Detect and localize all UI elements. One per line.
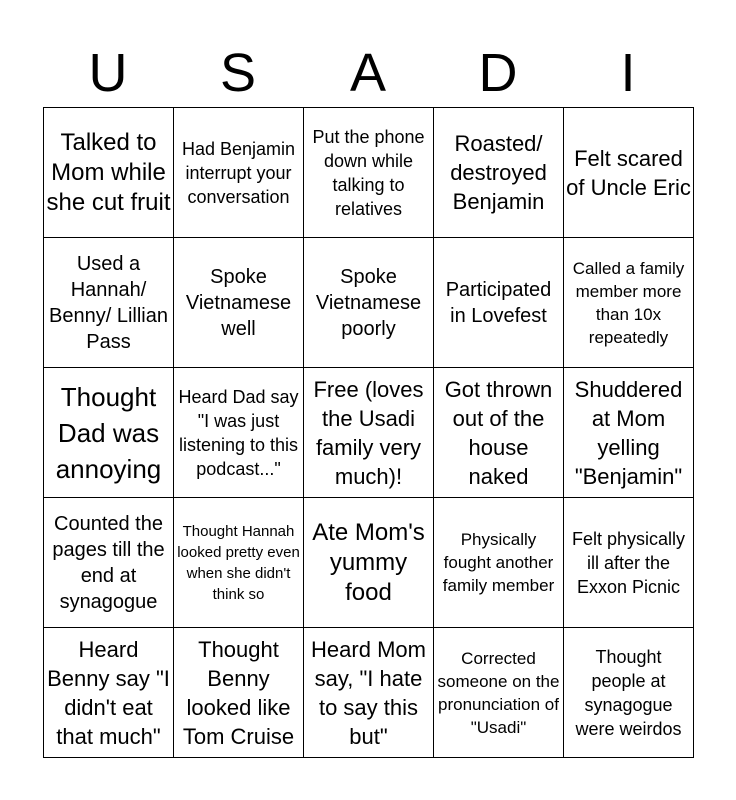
bingo-cell[interactable]: Counted the pages till the end at synagogue	[44, 498, 174, 628]
bingo-cell[interactable]: Put the phone down while talking to relatives	[304, 108, 434, 238]
bingo-cell[interactable]: Physically fought another family member	[434, 498, 564, 628]
bingo-header	[43, 40, 693, 106]
bingo-cell[interactable]: Corrected someone on the pronunciation of "Usadi"	[434, 628, 564, 758]
bingo-row	[44, 368, 694, 498]
bingo-cell free-space[interactable]: Free (loves the Usadi family very much)!	[304, 368, 434, 498]
bingo-cell[interactable]: Heard Dad say "I was just listening to this podcast..."	[174, 368, 304, 498]
bingo-cell[interactable]: Roasted/ destroyed Benjamin	[434, 108, 564, 238]
bingo-cell[interactable]: Ate Mom's yummy food	[304, 498, 434, 628]
bingo-cell[interactable]: Participated in Lovefest	[434, 238, 564, 368]
bingo-row	[44, 628, 694, 758]
bingo-cell[interactable]: Talked to Mom while she cut fruit	[44, 108, 174, 238]
bingo-cell[interactable]: Spoke Vietnamese poorly	[304, 238, 434, 368]
bingo-row	[44, 498, 694, 628]
header-letter-i: I	[620, 43, 636, 103]
bingo-cell[interactable]: Used a Hannah/ Benny/ Lillian Pass	[44, 238, 174, 368]
header-letter-d: D	[478, 43, 518, 103]
bingo-row	[44, 108, 694, 238]
bingo-grid	[43, 107, 694, 758]
header-letter-a: A	[349, 43, 387, 103]
bingo-cell[interactable]: Felt scared of Uncle Eric	[564, 108, 694, 238]
bingo-cell[interactable]: Called a family member more than 10x repeatedly	[564, 238, 694, 368]
bingo-cell[interactable]: Felt physically ill after the Exxon Picnic	[564, 498, 694, 628]
header-letter-s: S	[219, 43, 257, 103]
bingo-cell[interactable]: Heard Mom say, "I hate to say this but"	[304, 628, 434, 758]
bingo-cell[interactable]: Got thrown out of the house naked	[434, 368, 564, 498]
bingo-cell[interactable]: Shuddered at Mom yelling "Benjamin"	[564, 368, 694, 498]
bingo-row	[44, 238, 694, 368]
bingo-cell[interactable]: Heard Benny say "I didn't eat that much"	[44, 628, 174, 758]
header-letter-u: U	[88, 43, 128, 103]
bingo-cell[interactable]: Thought Benny looked like Tom Cruise	[174, 628, 304, 758]
bingo-cell[interactable]: Spoke Vietnamese well	[174, 238, 304, 368]
bingo-cell[interactable]: Had Benjamin interrupt your conversation	[174, 108, 304, 238]
bingo-cell[interactable]: Thought people at synagogue were weirdos	[564, 628, 694, 758]
bingo-cell[interactable]: Thought Dad was annoying	[44, 368, 174, 498]
bingo-cell[interactable]: Thought Hannah looked pretty even when she didn't think so	[174, 498, 304, 628]
